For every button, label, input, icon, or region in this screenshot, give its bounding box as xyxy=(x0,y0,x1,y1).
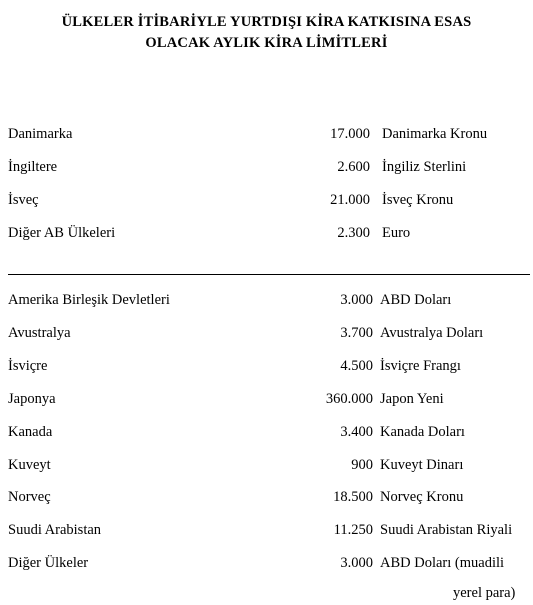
rent-limit-amount: 21.000 xyxy=(330,192,370,208)
currency-name: ABD Doları (muadili xyxy=(380,555,505,571)
currency-name: Avustralya Doları xyxy=(380,325,484,341)
country-name: İsveç xyxy=(8,192,39,208)
table-row xyxy=(0,323,533,343)
country-name: Kuveyt xyxy=(8,457,51,473)
country-name: Norveç xyxy=(8,489,51,505)
currency-name: Kanada Doları xyxy=(380,424,465,440)
country-name: İsviçre xyxy=(8,358,48,374)
rent-limit-amount: 900 xyxy=(351,457,373,473)
rent-limit-amount: 360.000 xyxy=(325,391,373,407)
table-row xyxy=(0,290,533,310)
currency-name: Kuveyt Dinarı xyxy=(380,457,464,473)
table-row xyxy=(0,455,533,475)
country-name: İngiltere xyxy=(8,159,58,175)
table-row xyxy=(0,190,533,210)
rent-limit-amount: 3.400 xyxy=(340,424,373,440)
country-name: Suudi Arabistan xyxy=(8,522,102,538)
country-name: Amerika Birleşik Devletleri xyxy=(8,292,170,308)
table-row xyxy=(0,520,533,540)
table-row xyxy=(0,553,533,573)
currency-name: Danimarka Kronu xyxy=(382,126,488,142)
table-row xyxy=(0,157,533,177)
rent-limit-amount: 2.600 xyxy=(337,159,370,175)
country-name: Japonya xyxy=(8,391,56,407)
country-name: Diğer AB Ülkeleri xyxy=(8,225,116,241)
currency-name: İngiliz Sterlini xyxy=(382,159,467,175)
currency-name: Norveç Kronu xyxy=(380,489,464,505)
table-row xyxy=(0,124,533,144)
rent-limit-amount: 3.000 xyxy=(340,555,373,571)
currency-name: Japon Yeni xyxy=(380,391,444,407)
rent-limit-amount: 3.700 xyxy=(340,325,373,341)
country-name: Diğer Ülkeler xyxy=(8,555,89,571)
rent-limit-amount: 3.000 xyxy=(340,292,373,308)
currency-name: İsveç Kronu xyxy=(382,192,454,208)
section-divider xyxy=(8,274,530,275)
currency-name: İsviçre Frangı xyxy=(380,358,461,374)
currency-note-continuation: yerel para) xyxy=(453,585,516,601)
currency-name: ABD Doları xyxy=(380,292,452,308)
table-row xyxy=(0,223,533,243)
rent-limit-amount: 17.000 xyxy=(330,126,370,142)
country-name: Avustralya xyxy=(8,325,71,341)
document-title-line-2: OLACAK AYLIK KİRA LİMİTLERİ xyxy=(145,35,388,51)
rent-limit-amount: 4.500 xyxy=(340,358,373,374)
table-row xyxy=(0,422,533,442)
country-name: Danimarka xyxy=(8,126,73,142)
currency-name: Suudi Arabistan Riyali xyxy=(380,522,513,538)
rent-limit-amount: 18.500 xyxy=(333,489,373,505)
currency-name: Euro xyxy=(382,225,411,241)
country-name: Kanada xyxy=(8,424,53,440)
table-row xyxy=(0,389,533,409)
table-row xyxy=(0,487,533,507)
rent-limit-amount: 11.250 xyxy=(333,522,373,538)
document-title-line-1: ÜLKELER İTİBARİYLE YURTDIŞI KİRA KATKISINA ESAS xyxy=(61,14,472,30)
table-row xyxy=(0,356,533,376)
rent-limit-amount: 2.300 xyxy=(337,225,370,241)
